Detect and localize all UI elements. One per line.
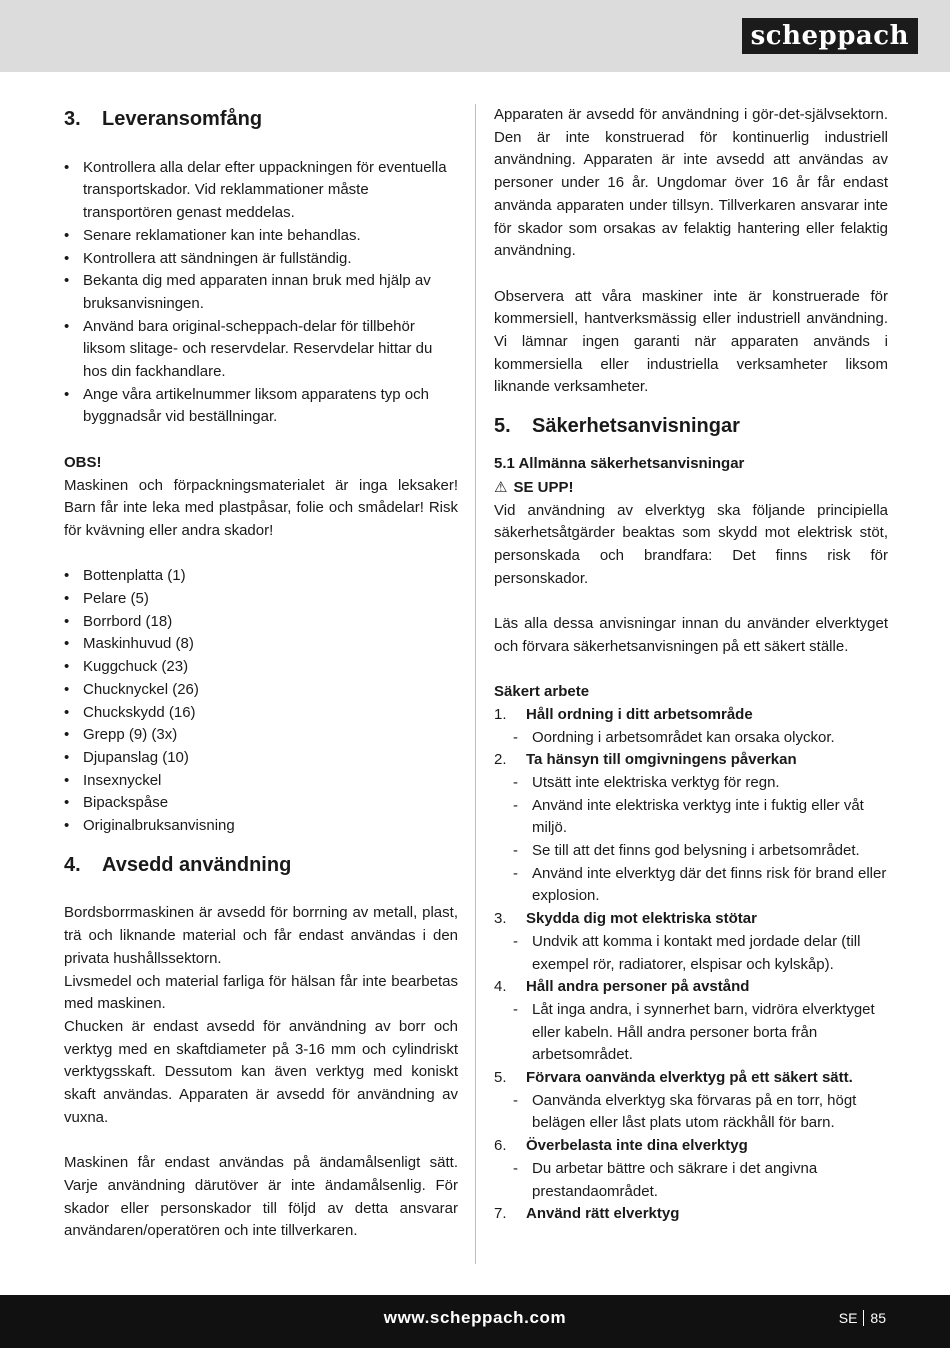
list-item: • Chucknyckel (26) [64, 679, 458, 702]
paragraph: Maskinen får endast användas på ändamålsenligt sätt. Varje användning därutöver är inte ändamålsenlig. För skador eller personskador till följd av detta ansvarar användaren/operatören och inte tillverkaren. [64, 1154, 458, 1240]
list-item: - Du arbetar bättre och säkrare i det angivna prestandaområdet. [494, 1158, 888, 1203]
paragraph: Observera att våra maskiner inte är konstruerade för kommersiell, hantverksmässig eller industriell användning. Vi lämnar ingen garanti när apparaten används i kommersiella eller industriella verksamheter liksom liknande verksamheter. [494, 287, 888, 396]
rule-title: Håll ordning i ditt arbetsområde [526, 705, 753, 723]
rule-items [494, 1090, 888, 1135]
list-item: • Bekanta dig med apparaten innan bruk med hjälp av bruksanvisningen. [64, 270, 458, 315]
list-item: • Senare reklamationer kan inte behandlas. [64, 225, 458, 248]
page-number: 85 [870, 1310, 886, 1326]
warning-label [494, 476, 888, 500]
rule-heading [494, 749, 888, 772]
list-item: - Se till att det finns god belysning i arbetsområdet. [494, 840, 888, 863]
delivery-checklist [64, 157, 458, 429]
rule-number: 7. [494, 1205, 507, 1223]
scheppach-logo: scheppach [742, 18, 918, 54]
rule-items [494, 999, 888, 1067]
parts-list [64, 565, 458, 837]
list-item: • Insexnyckel [64, 770, 458, 793]
rule-number: 4. [494, 978, 507, 996]
subsection-heading: 5.1 Allmänna säkerhetsanvisningar [494, 455, 745, 473]
rule-heading [494, 1067, 888, 1090]
list-item: - Oordning i arbetsområdet kan orsaka olyckor. [494, 727, 888, 750]
paragraph: Apparaten är avsedd för användning i gör-det-självsektorn. Den är inte konstruerad för kontinuerlig industriell användning. Apparaten är inte avsedd att användas av personer under 16 år. Ungdomar över 16 år får endast använda apparaten under tillsyn. Tillverkaren ansvarar inte för skador som orsakas av felaktig hantering eller felaktig användning. [494, 106, 888, 260]
obs-text: Maskinen och förpackningsmaterialet är inga leksaker! Barn får inte leka med plastpåsar, folie och smådelar! Risk för kvävning eller andra skador! [64, 476, 458, 539]
rule-items [494, 931, 888, 976]
rule-title: Förvara oanvända elverktyg på ett säkert sätt. [526, 1069, 853, 1087]
header-bar [0, 0, 950, 72]
safety-rule [494, 976, 888, 1067]
safety-rule [494, 1135, 888, 1203]
list-item: • Ange våra artikelnummer liksom apparatens typ och byggnadsår vid beställningar. [64, 384, 458, 429]
right-column [494, 104, 888, 1226]
list-item: • Kontrollera alla delar efter uppackningen för eventuella transportskador. Vid reklammationer måste transportören genast meddelas. [64, 157, 458, 225]
list-item: • Maskinhuvud (8) [64, 633, 458, 656]
warning-text: SE UPP! [513, 478, 574, 496]
list-item: • Kontrollera att sändningen är fullständig. [64, 248, 458, 271]
section-title: Säkerhetsanvisningar [532, 415, 740, 438]
section-4-heading [64, 850, 458, 880]
rule-number: 3. [494, 910, 507, 928]
section-title: Leveransomfång [102, 108, 263, 130]
rule-number: 1. [494, 705, 507, 723]
rule-items [494, 1158, 888, 1203]
rule-title: Ta hänsyn till omgivningens påverkan [526, 751, 797, 769]
rule-number: 5. [494, 1069, 507, 1087]
list-item: • Grepp (9) (3x) [64, 724, 458, 747]
rule-heading [494, 976, 888, 999]
language-code: SE [838, 1310, 858, 1326]
safety-rule [494, 908, 888, 976]
section-3-heading [64, 104, 458, 134]
left-column [64, 104, 458, 1243]
paragraph: Vid användning av elverktyg ska följande principiella säkerhetsåtgärder beaktas som skydd mot elektrisk stöt, personskada och brandfara: Det finns risk för personskador. [494, 501, 888, 587]
website-url[interactable]: www.scheppach.com [383, 1308, 567, 1327]
section-number: 3. [64, 108, 81, 130]
rule-heading [494, 1135, 888, 1158]
rule-items [494, 772, 888, 908]
list-item: • Djupanslag (10) [64, 747, 458, 770]
list-item: • Bottenplatta (1) [64, 565, 458, 588]
warning-triangle-icon: ⚠ [494, 477, 508, 496]
safety-rule [494, 749, 888, 908]
paragraph: Läs alla dessa anvisningar innan du använder elverktyget och förvara säkerhetsanvisningen på ett säkert ställe. [494, 615, 888, 655]
list-item: • Originalbruksanvisning [64, 815, 458, 838]
page-indicator [839, 1310, 886, 1326]
rule-title: Använd rätt elverktyg [526, 1205, 680, 1223]
rule-number: 6. [494, 1137, 507, 1155]
safety-rule [494, 704, 888, 749]
section-number: 4. [64, 853, 81, 876]
list-item: • Borrbord (18) [64, 611, 458, 634]
section-number: 5. [494, 415, 511, 438]
rule-heading [494, 908, 888, 931]
list-item: - Använd inte elverktyg där det finns risk för brand eller explosion. [494, 863, 888, 908]
rule-number: 2. [494, 751, 507, 769]
list-item: - Låt inga andra, i synnerhet barn, vidröra elverktyget eller kabeln. Håll andra personer borta från arbetsområdet. [494, 999, 888, 1067]
rule-title: Håll andra personer på avstånd [526, 978, 750, 996]
paragraph: Livsmedel och material farliga för hälsan får inte bearbetas med maskinen. [64, 972, 458, 1013]
paragraph: Bordsborrmaskinen är avsedd för borrning av metall, plast, trä och liknande material och får endast användas i den privata hushållssektorn. [64, 904, 458, 967]
section-5-heading [494, 411, 888, 441]
list-item: • Kuggchuck (23) [64, 656, 458, 679]
list-item: • Pelare (5) [64, 588, 458, 611]
rule-heading [494, 704, 888, 727]
list-item: - Utsätt inte elektriska verktyg för regn. [494, 772, 888, 795]
safety-rule [494, 1203, 888, 1226]
safety-rules-list [494, 704, 888, 1226]
column-divider [475, 104, 476, 1264]
footer-bar [0, 1295, 950, 1348]
list-item: - Oanvända elverktyg ska förvaras på en torr, högt belägen eller låst plats utom räckhåll för barn. [494, 1090, 888, 1135]
rule-items [494, 727, 888, 750]
safety-rule [494, 1067, 888, 1135]
rule-title: Överbelasta inte dina elverktyg [526, 1137, 748, 1155]
separator [863, 1310, 864, 1326]
rule-heading [494, 1203, 888, 1226]
safe-work-heading: Säkert arbete [494, 683, 590, 701]
list-item: - Undvik att komma i kontakt med jordade delar (till exempel rör, radiatorer, elspisar och kylskåp). [494, 931, 888, 976]
list-item: • Använd bara original-scheppach-delar för tillbehör liksom slitage- och reservdelar. Reservdelar hittar du hos din fackhandlare. [64, 316, 458, 384]
list-item: - Använd inte elektriska verktyg inte i fuktig eller våt miljö. [494, 795, 888, 840]
list-item: • Chuckskydd (16) [64, 702, 458, 725]
section-title: Avsedd användning [102, 853, 292, 876]
rule-title: Skydda dig mot elektriska stötar [526, 910, 757, 928]
list-item: • Bipackspåse [64, 792, 458, 815]
paragraph: Chucken är endast avsedd för användning av borr och verktyg med en skaftdiameter på 3-16 mm och cylindriskt verktygsskaft. Dessutom kan även verktyg med koniskt skaft användas. Apparaten är avsedd för användning av vuxna. [64, 1017, 458, 1126]
obs-label: OBS! [64, 453, 102, 471]
